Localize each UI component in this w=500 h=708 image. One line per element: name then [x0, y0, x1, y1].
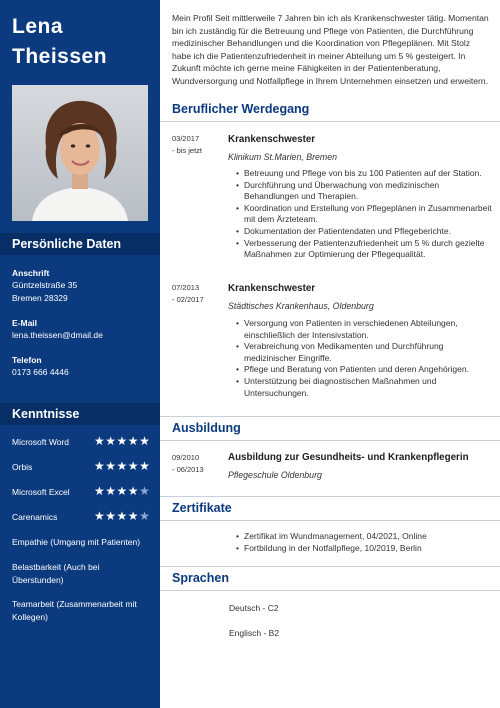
star-icon: ★: [127, 434, 140, 448]
list-item: • Unterstützung bei diagnostischen Maßnahmen und Untersuchungen.: [236, 376, 492, 399]
skill-name: Carenamics: [12, 512, 58, 522]
list-item: • Koordination und Erstellung von Pflegeplänen in Zusammenarbeit mit dem Ärzteteam.: [236, 203, 492, 226]
skills-title: Kenntnisse: [12, 407, 80, 421]
job-bullets: [236, 318, 492, 399]
first-name: Lena: [12, 15, 64, 38]
star-icon: ★: [105, 434, 117, 448]
personal-data-title: Persönliche Daten: [12, 237, 122, 251]
divider: [160, 520, 500, 521]
address-street: Güntzelstraße 35: [12, 280, 78, 290]
soft-skill: Teamarbeit (Zusammenarbeit mit Kollegen): [12, 599, 137, 622]
education-title: Ausbildung zur Gesundheits- und Krankenpflegerin: [228, 452, 469, 463]
skill-name: Orbis: [12, 462, 33, 472]
skill-rating: [94, 485, 150, 497]
job-date-from: 03/2017: [172, 134, 200, 143]
divider: [160, 566, 500, 567]
job-date-to: - bis jetzt: [172, 146, 203, 155]
divider: [160, 440, 500, 441]
list-item: • Durchführung und Überwachung von medizinischen Behandlungen und Therapien.: [236, 180, 492, 203]
list-item: • Versorgung von Patienten in verschiedenen Abteilungen, einschließlich der Intensivstation.: [236, 318, 492, 341]
divider: [160, 496, 500, 497]
main-content: [160, 0, 500, 708]
star-icon: ★: [139, 509, 151, 523]
job-date-from: 07/2013: [172, 283, 200, 292]
email-label: E-Mail: [12, 318, 38, 328]
skill-rating: [94, 510, 150, 522]
last-name: Theissen: [12, 45, 108, 68]
language-item: Deutsch - C2: [229, 603, 279, 613]
email-value: lena.theissen@dmail.de: [12, 330, 103, 340]
sidebar: [0, 0, 160, 708]
profile-summary: Mein Profil Seit mittlerweile 7 Jahren bin ich als Krankenschwester tätig. Momentan bin ich zuständig für die Betreuung und Pflege von Patienten, die Durchführung medizinischer Behandlungen und die Koordination von Pflegeplänen. Mit Stolz habe ich die Patientenzufriedenheit in meiner Abteilung um 5 % gesteigert. In Zukunft möchte ich gerne meine Fähigkeiten in der Patientenberatung, Wundversorgung und Notfallpflege in Ihrem Unternehmen einsetzen und erweitern.: [172, 13, 489, 86]
address-label: Anschrift: [12, 268, 50, 278]
list-item: • Betreuung und Pflege von bis zu 100 Patienten auf der Station.: [236, 168, 492, 180]
skill-name: Microsoft Word: [12, 437, 69, 447]
star-icon: ★: [94, 459, 106, 473]
education-heading: Ausbildung: [172, 421, 241, 435]
experience-heading: Beruflicher Werdegang: [172, 102, 310, 116]
education-school: Pflegeschule Oldenburg: [228, 470, 322, 480]
education-date-to: - 06/2013: [172, 465, 204, 474]
list-item: • Pflege und Beratung von Patienten und deren Angehörigen.: [236, 364, 492, 376]
job-date-to: - 02/2017: [172, 295, 204, 304]
phone-value: 0173 666 4446: [12, 367, 69, 377]
language-item: Englisch - B2: [229, 628, 280, 638]
profile-photo: [12, 85, 148, 221]
star-icon: ★: [116, 434, 128, 448]
list-item: • Fortbildung in der Notfallpflege, 10/2019, Berlin: [236, 543, 492, 555]
star-icon: ★: [127, 459, 140, 473]
job-title: Krankenschwester: [228, 283, 316, 294]
education-date-from: 09/2010: [172, 453, 200, 462]
star-icon: ★: [116, 459, 128, 473]
soft-skill: Empathie (Umgang mit Patienten): [12, 537, 141, 547]
job-title: Krankenschwester: [228, 134, 316, 145]
star-icon: ★: [105, 509, 117, 523]
job-bullets: [236, 168, 492, 261]
languages-heading: Sprachen: [172, 571, 229, 585]
candidate-name: [12, 12, 107, 72]
certificates-list: [236, 531, 492, 554]
divider: [160, 416, 500, 417]
skill-rating: [94, 460, 150, 472]
list-item: • Verabreichung von Medikamenten und Durchführung medizinischer Eingriffe.: [236, 341, 492, 364]
job-employer: Städtisches Krankenhaus, Oldenburg: [228, 301, 374, 311]
star-icon: ★: [105, 484, 117, 498]
address-city: Bremen 28329: [12, 293, 68, 303]
star-icon: ★: [94, 484, 106, 498]
skill-name: Microsoft Excel: [12, 487, 70, 497]
star-icon: ★: [139, 459, 151, 473]
soft-skill: Belastbarkeit (Auch bei Überstunden): [12, 562, 100, 585]
star-icon: ★: [94, 434, 106, 448]
certificates-heading: Zertifikate: [172, 501, 232, 515]
job-employer: Klinikum St.Marien, Bremen: [228, 152, 338, 162]
star-icon: ★: [139, 484, 151, 498]
star-icon: ★: [127, 484, 140, 498]
star-icon: ★: [116, 484, 128, 498]
star-icon: ★: [105, 459, 117, 473]
star-icon: ★: [94, 509, 106, 523]
star-icon: ★: [139, 434, 151, 448]
star-icon: ★: [116, 509, 128, 523]
star-icon: ★: [127, 509, 140, 523]
phone-label: Telefon: [12, 355, 42, 365]
list-item: • Zertifikat im Wundmanagement, 04/2021, Online: [236, 531, 492, 543]
list-item: • Dokumentation der Patientendaten und Pflegeberichte.: [236, 226, 492, 238]
divider: [160, 590, 500, 591]
skill-rating: [94, 435, 150, 447]
list-item: • Verbesserung der Patientenzufriedenheit um 5 % durch gezielte Maßnahmen zur Optimierung der Pflegequalität.: [236, 238, 492, 261]
divider: [160, 121, 500, 122]
